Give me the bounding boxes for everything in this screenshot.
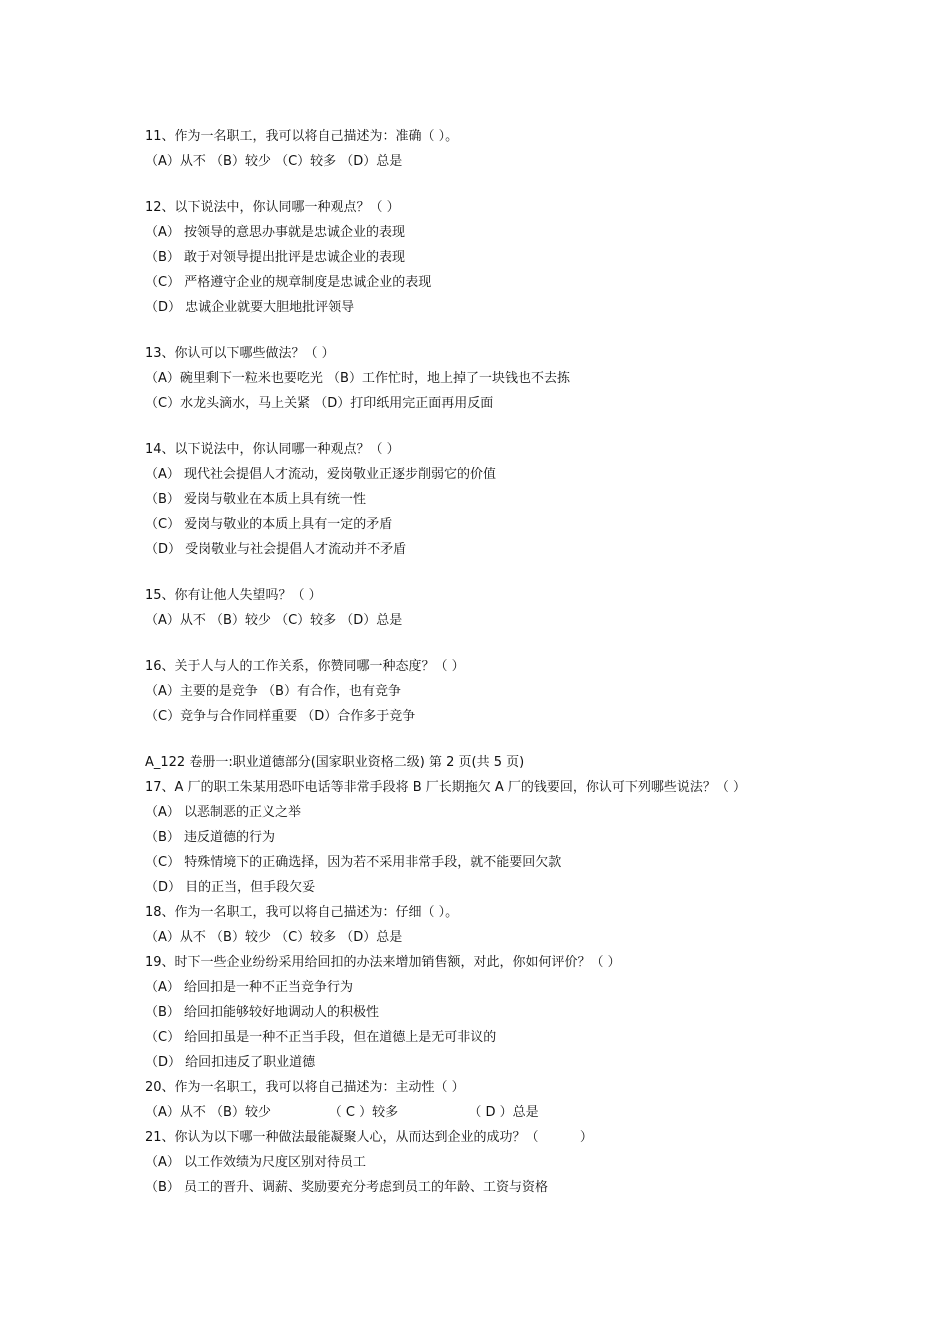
question-block (145, 341, 905, 416)
page-footer-text: A_122 卷册一:职业道德部分(国家职业资格二级) 第 2 页(共 5 页) (145, 755, 525, 770)
option-text: （D） 目的正当，但手段欠妥 (145, 880, 316, 895)
option-text: （C）水龙头滴水，马上关紧 （D）打印纸用完正面再用反面 (145, 396, 494, 411)
option-text: （A） 以恶制恶的正义之举 (145, 805, 302, 820)
question-text: 11、作为一名职工，我可以将自己描述为：准确（ ）。 (145, 129, 459, 144)
question-block (145, 583, 905, 633)
question-text: 15、你有让他人失望吗？（ ） (145, 588, 322, 603)
option-text: 19、时下一些企业纷纷采用给回扣的办法来增加销售额，对此，你如何评价？（ ） (145, 955, 621, 970)
option-text: （C） 给回扣虽是一种不正当手段，但在道德上是无可非议的 (145, 1030, 497, 1045)
question-block (145, 195, 905, 320)
option-text: （A） 给回扣是一种不正当竞争行为 (145, 980, 354, 995)
block-spacer (145, 729, 905, 750)
option-text: （D） 给回扣违反了职业道德 (145, 1055, 316, 1070)
option-text: （B） 敢于对领导提出批评是忠诚企业的表现 (145, 250, 406, 265)
question-block (145, 654, 905, 729)
option-text: （A） 按领导的意思办事就是忠诚企业的表现 (145, 225, 406, 240)
option-text: 20、作为一名职工，我可以将自己描述为：主动性（ ） (145, 1080, 465, 1095)
option-text: （A）从不 （B）较少 （ C ）较多 （ D ）总是 (145, 1105, 539, 1120)
option-text: 17、A 厂的职工朱某用恐吓电话等非常手段将 B 厂长期拖欠 A 厂的钱要回，你认可下列哪些说法？（ ） (145, 780, 747, 795)
block-spacer (145, 562, 905, 583)
block-spacer (145, 320, 905, 341)
question-text: 14、以下说法中，你认同哪一种观点？（ ） (145, 442, 400, 457)
question-text: 16、关于人与人的工作关系，你赞同哪一种态度？（ ） (145, 659, 465, 674)
question-text: 13、你认可以下哪些做法？（ ） (145, 346, 335, 361)
option-text: （A）从不 （B）较少 （C）较多 （D）总是 (145, 930, 403, 945)
block-spacer (145, 633, 905, 654)
block-spacer (145, 416, 905, 437)
option-text: （C） 严格遵守企业的规章制度是忠诚企业的表现 (145, 275, 432, 290)
option-text: 18、作为一名职工，我可以将自己描述为：仔细（ ）。 (145, 905, 459, 920)
option-text: （D） 受岗敬业与社会提倡人才流动并不矛盾 (145, 542, 407, 557)
option-text: （C） 特殊情境下的正确选择，因为若不采用非常手段，就不能要回欠款 (145, 855, 562, 870)
option-text: （A） 以工作效绩为尺度区别对待员工 (145, 1155, 367, 1170)
option-text: （A）主要的是竞争 （B）有合作，也有竞争 (145, 684, 401, 699)
option-text: （B） 爱岗与敬业在本质上具有统一性 (145, 492, 367, 507)
option-text: 21、你认为以下哪一种做法最能凝聚人心，从而达到企业的成功？（ ） (145, 1130, 593, 1145)
question-block (145, 437, 905, 562)
option-text: （A） 现代社会提倡人才流动，爱岗敬业正逐步削弱它的价值 (145, 467, 497, 482)
option-text: （B） 给回扣能够较好地调动人的积极性 (145, 1005, 380, 1020)
option-text: （D） 忠诚企业就要大胆地批评领导 (145, 300, 355, 315)
option-text: （B） 违反道德的行为 (145, 830, 276, 845)
document-body (145, 124, 905, 1200)
question-block (145, 124, 905, 174)
option-text: （B） 员工的晋升、调薪、奖励要充分考虑到员工的年龄、工资与资格 (145, 1180, 549, 1195)
block-spacer (145, 174, 905, 195)
option-text: （C） 爱岗与敬业的本质上具有一定的矛盾 (145, 517, 393, 532)
option-text: （A）碗里剩下一粒米也要吃光 （B）工作忙时，地上掉了一块钱也不去拣 (145, 371, 570, 386)
question-block (145, 750, 905, 1200)
option-text: （C）竞争与合作同样重要 （D）合作多于竞争 (145, 709, 416, 724)
question-text: 12、以下说法中，你认同哪一种观点？（ ） (145, 200, 400, 215)
option-text: （A）从不 （B）较少 （C）较多 （D）总是 (145, 613, 403, 628)
option-text: （A）从不 （B）较少 （C）较多 （D）总是 (145, 154, 403, 169)
